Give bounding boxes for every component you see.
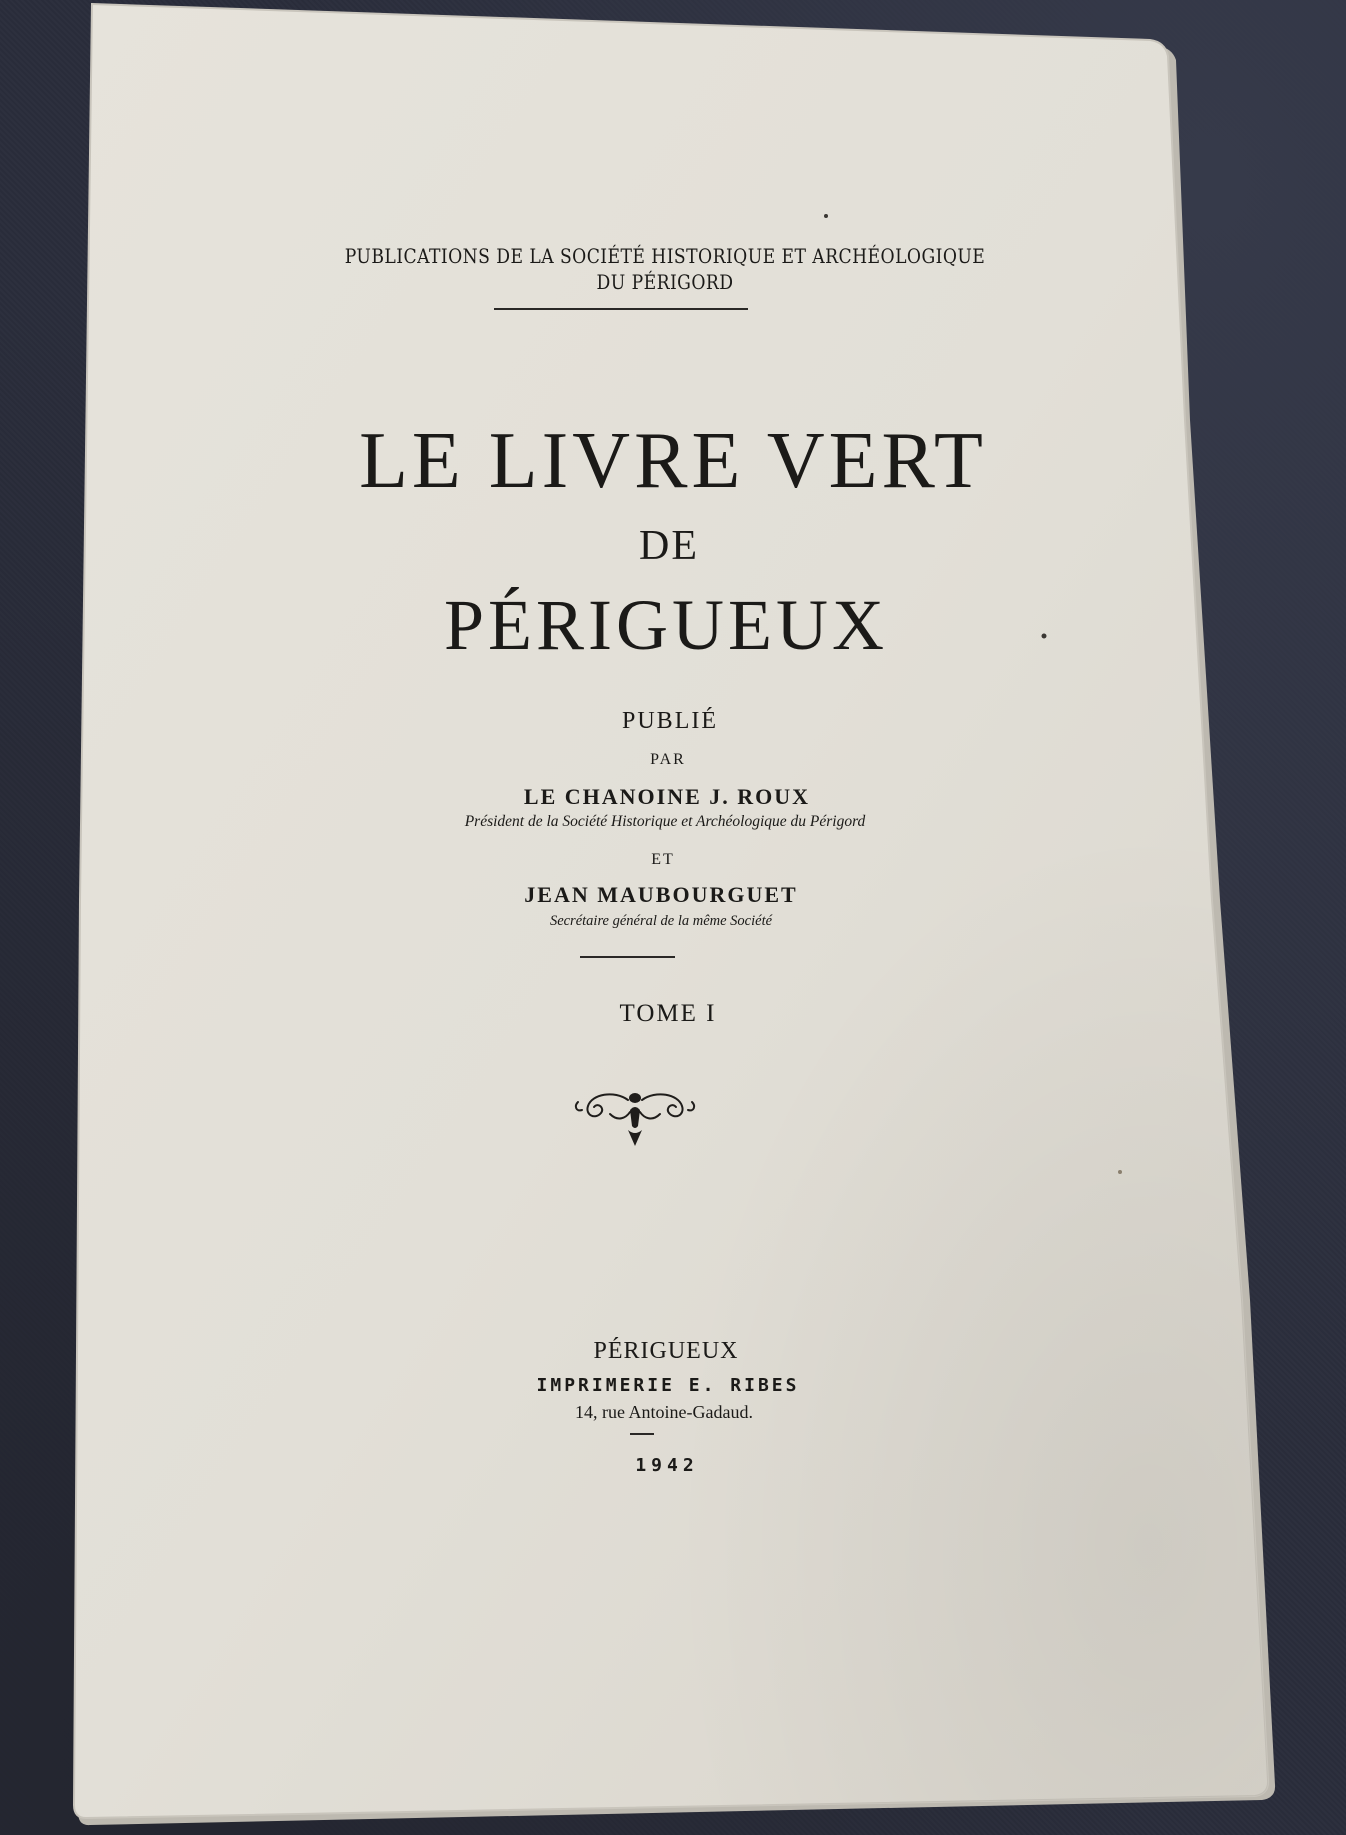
divider-rule [580, 956, 675, 958]
author2-name: JEAN MAUBOURGUET [524, 882, 798, 907]
series-title-line2: DU PÉRIGORD [596, 270, 734, 294]
divider-rule [494, 308, 748, 310]
published-label: PUBLIÉ [622, 708, 718, 734]
divider-rule [630, 1433, 654, 1435]
author1-role: Président de la Société Historique et Archéologique du Périgord [464, 813, 866, 830]
fleuron-icon [570, 1088, 700, 1148]
book-title-line2: DE [639, 523, 699, 569]
publication-year: 1942 [635, 1455, 699, 1476]
book-title-line1: LE LIVRE VERT [359, 417, 987, 505]
author1-name: LE CHANOINE J. ROUX [523, 784, 811, 809]
series-title-line1: PUBLICATIONS DE LA SOCIÉTÉ HISTORIQUE ET ARCHÉOLOGIQUE [344, 244, 986, 268]
volume-label: TOME I [619, 1000, 717, 1027]
imprint-printer: IMPRIMERIE E. RIBES [536, 1375, 800, 1396]
by-label: PAR [650, 751, 686, 768]
imprint-address: 14, rue Antoine-Gadaud. [575, 1402, 753, 1422]
imprint-city: PÉRIGUEUX [593, 1338, 739, 1364]
book-title-line3: PÉRIGUEUX [444, 585, 888, 665]
and-label: ET [651, 851, 675, 868]
author2-role: Secrétaire général de la même Société [549, 913, 773, 929]
